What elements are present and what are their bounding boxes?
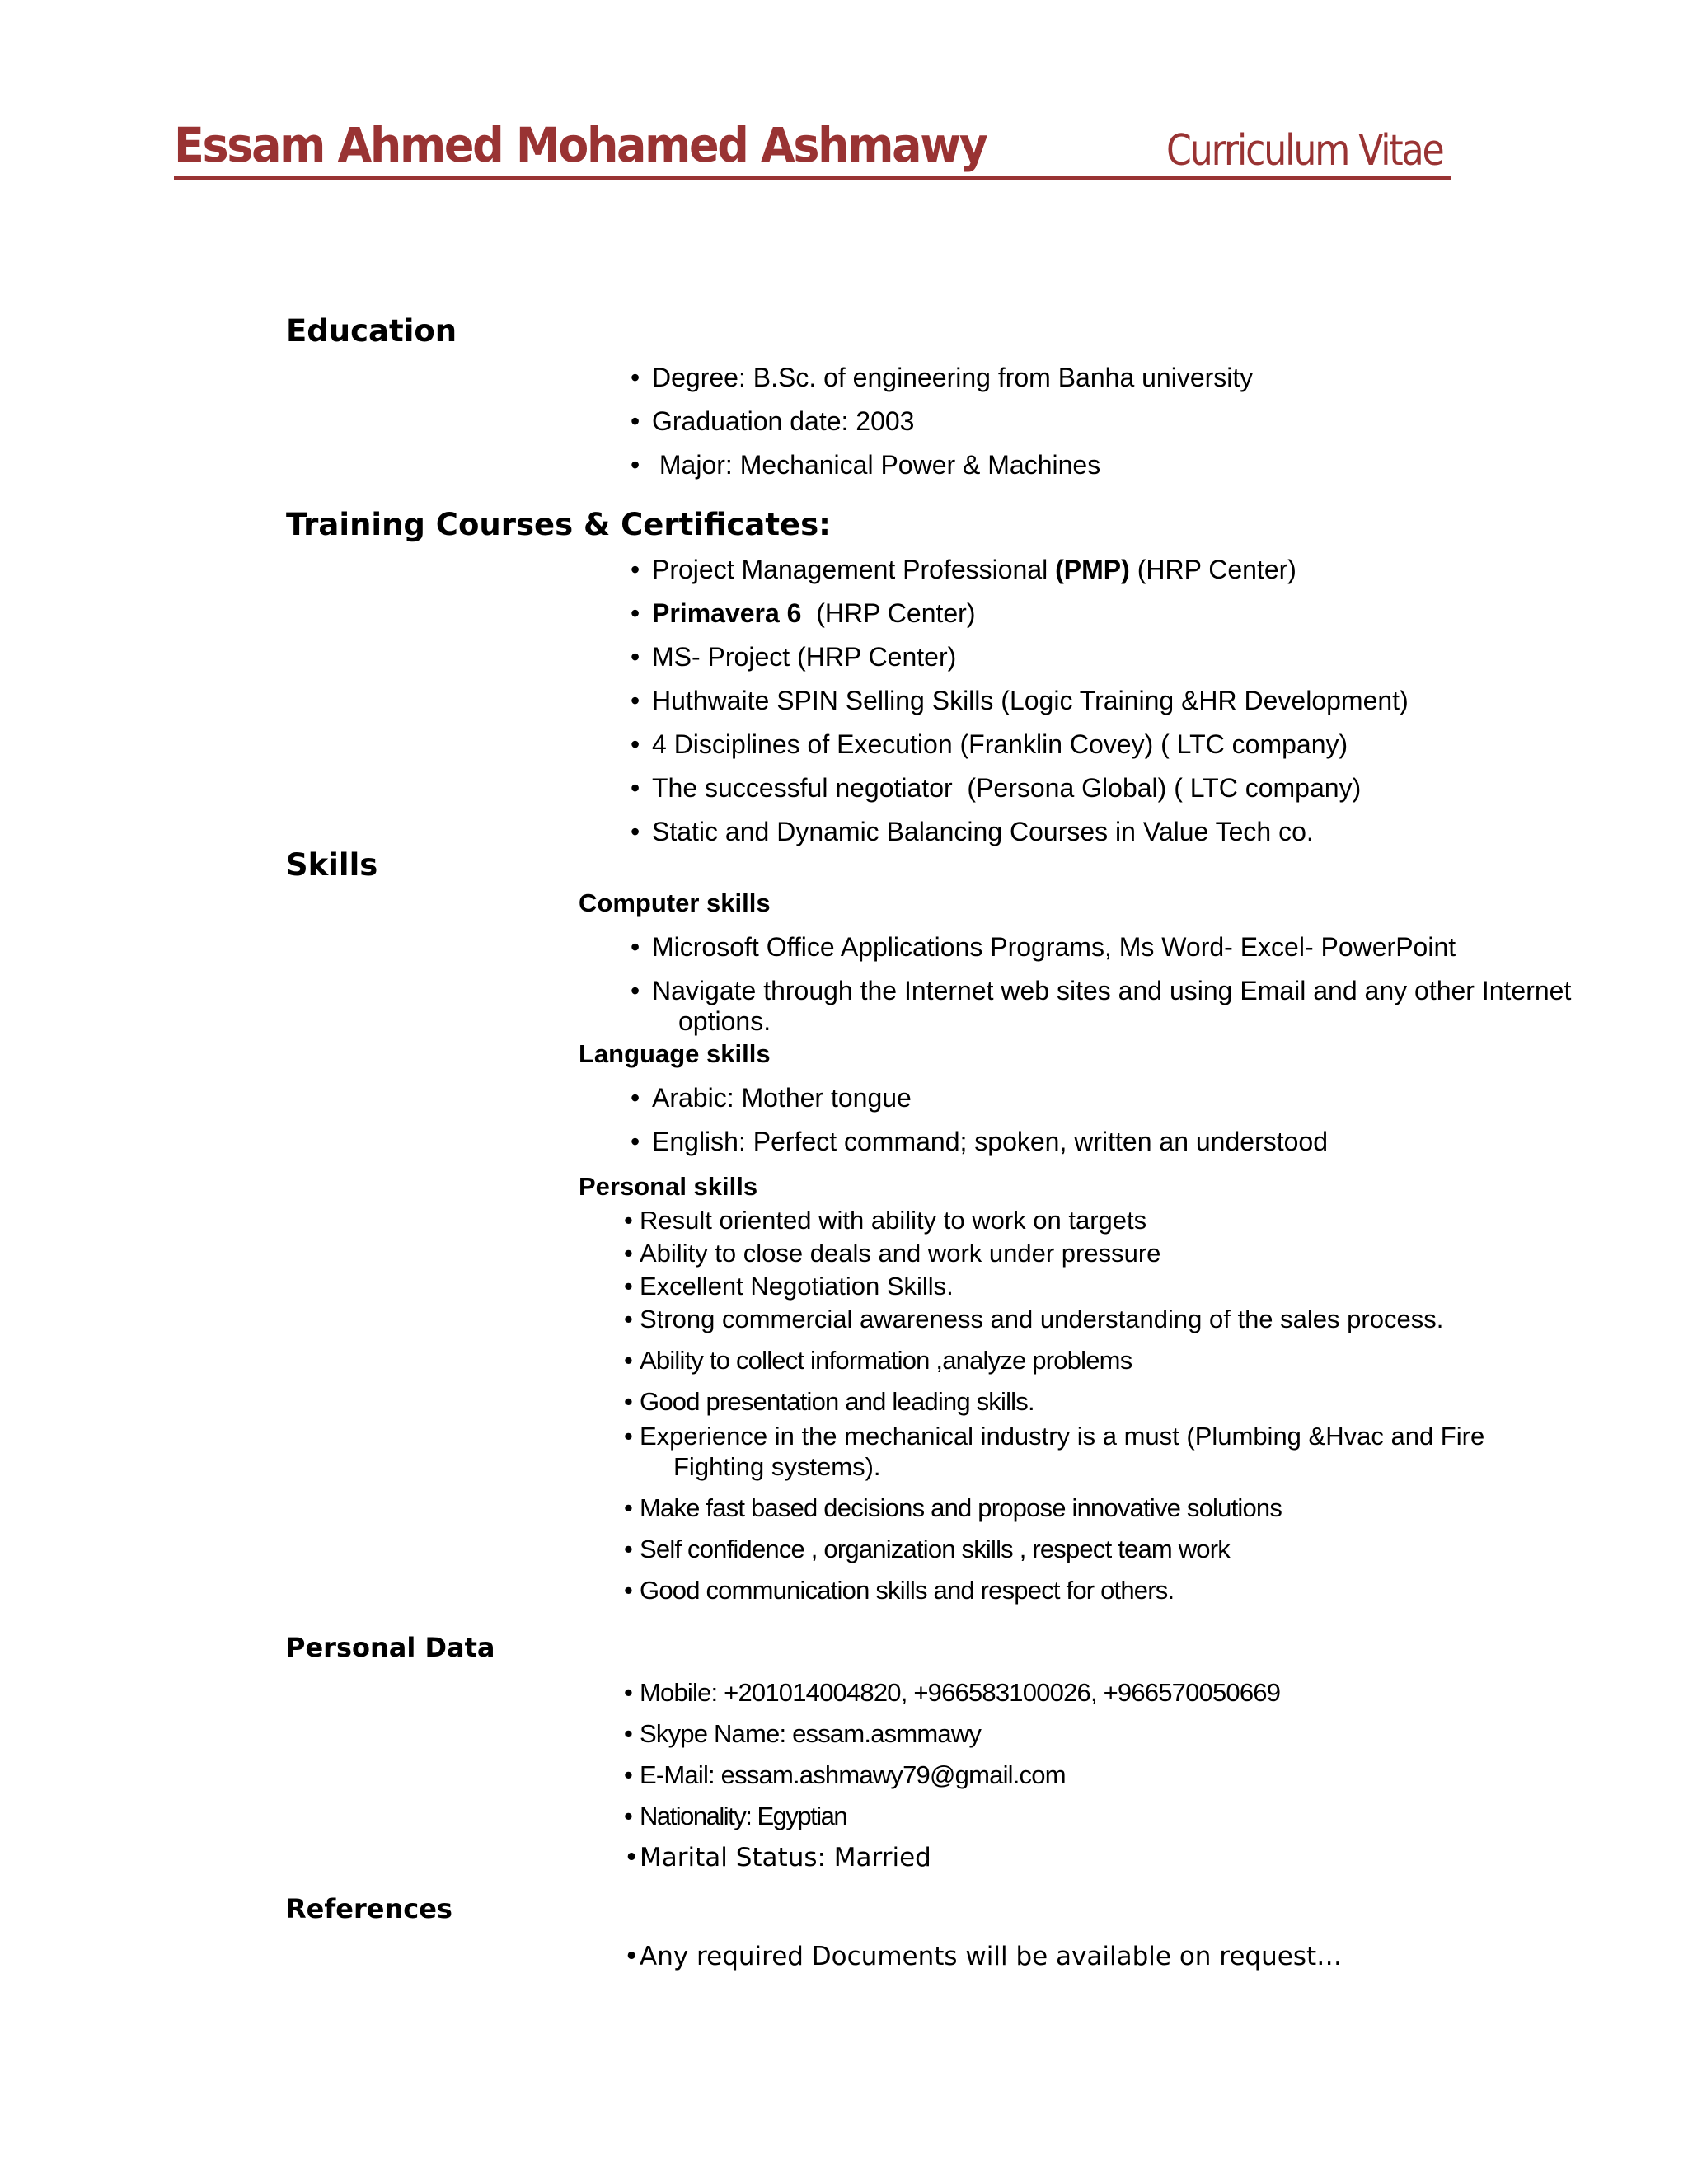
personal-skill-item: • Result oriented with ability to work on targets: [624, 1206, 1147, 1235]
training-item: • 4 Disciplines of Execution (Franklin Covey) ( LTC company): [631, 729, 1348, 759]
training-item: • The successful negotiator (Persona Global) ( LTC company): [631, 773, 1362, 803]
personal-skill-item: • Ability to close deals and work under pressure: [624, 1239, 1161, 1268]
training-item: • Huthwaite SPIN Selling Skills (Logic Training &HR Development): [631, 686, 1409, 715]
computer-skill-item: • Microsoft Office Applications Programs, Ms Word- Excel- PowerPoint: [631, 932, 1456, 962]
personal-skill-item: • Good communication skills and respect for others.: [624, 1576, 1175, 1605]
language-skill-item: • Arabic: Mother tongue: [631, 1083, 912, 1113]
personal-skill-item: • Experience in the mechanical industry is a must (Plumbing &Hvac and Fire: [624, 1422, 1485, 1451]
marital-status-item: •Marital Status: Married: [624, 1843, 931, 1872]
training-item: • Project Management Professional (PMP) (HRP Center): [631, 555, 1296, 584]
language-skills-heading: Language skills: [579, 1039, 771, 1068]
personal-skills-heading: Personal skills: [579, 1172, 758, 1201]
personal-skill-item: • Good presentation and leading skills.: [624, 1387, 1034, 1416]
personal-skill-item-continued: Fighting systems).: [673, 1452, 881, 1481]
computer-skill-item-continued: options.: [678, 1006, 771, 1036]
education-item: • Graduation date: 2003: [631, 406, 915, 436]
education-item: • Degree: B.Sc. of engineering from Banha university: [631, 363, 1254, 392]
computer-skills-heading: Computer skills: [579, 888, 771, 917]
personal-data-heading: Personal Data: [286, 1632, 495, 1663]
training-item: • MS- Project (HRP Center): [631, 642, 957, 672]
training-item: • Static and Dynamic Balancing Courses in Value Tech co.: [631, 817, 1314, 846]
title-underline: [174, 176, 1451, 180]
computer-skill-item: • Navigate through the Internet web sites and using Email and any other Internet: [631, 976, 1572, 1005]
personal-skill-item: • Self confidence , organization skills , respect team work: [624, 1535, 1230, 1563]
personal-skill-item: • Excellent Negotiation Skills.: [624, 1272, 954, 1301]
language-skill-item: • English: Perfect command; spoken, written an understood: [631, 1127, 1328, 1156]
nationality-item: • Nationality: Egyptian: [624, 1802, 847, 1830]
references-item: •Any required Documents will be available on request…: [624, 1942, 1343, 1971]
mobile-item: • Mobile: +201014004820, +966583100026, +966570050669: [624, 1678, 1281, 1707]
email-item: • E-Mail: essam.ashmawy79@gmail.com: [624, 1760, 1066, 1789]
skills-heading: Skills: [286, 847, 378, 883]
personal-skill-item: • Strong commercial awareness and understanding of the sales process.: [624, 1305, 1444, 1333]
training-heading: Training Courses & Certificates:: [286, 507, 831, 542]
personal-skill-item: • Ability to collect information ,analyze problems: [624, 1346, 1132, 1375]
document-title: Curriculum Vitae: [1166, 126, 1443, 176]
training-item: • Primavera 6 (HRP Center): [631, 598, 976, 628]
education-heading: Education: [286, 313, 457, 349]
skype-item: • Skype Name: essam.asmmawy: [624, 1719, 982, 1748]
education-item: • Major: Mechanical Power & Machines: [631, 450, 1101, 480]
references-heading: References: [286, 1893, 452, 1924]
personal-skill-item: • Make fast based decisions and propose innovative solutions: [624, 1493, 1282, 1522]
candidate-name: Essam Ahmed Mohamed Ashmawy: [174, 117, 987, 173]
